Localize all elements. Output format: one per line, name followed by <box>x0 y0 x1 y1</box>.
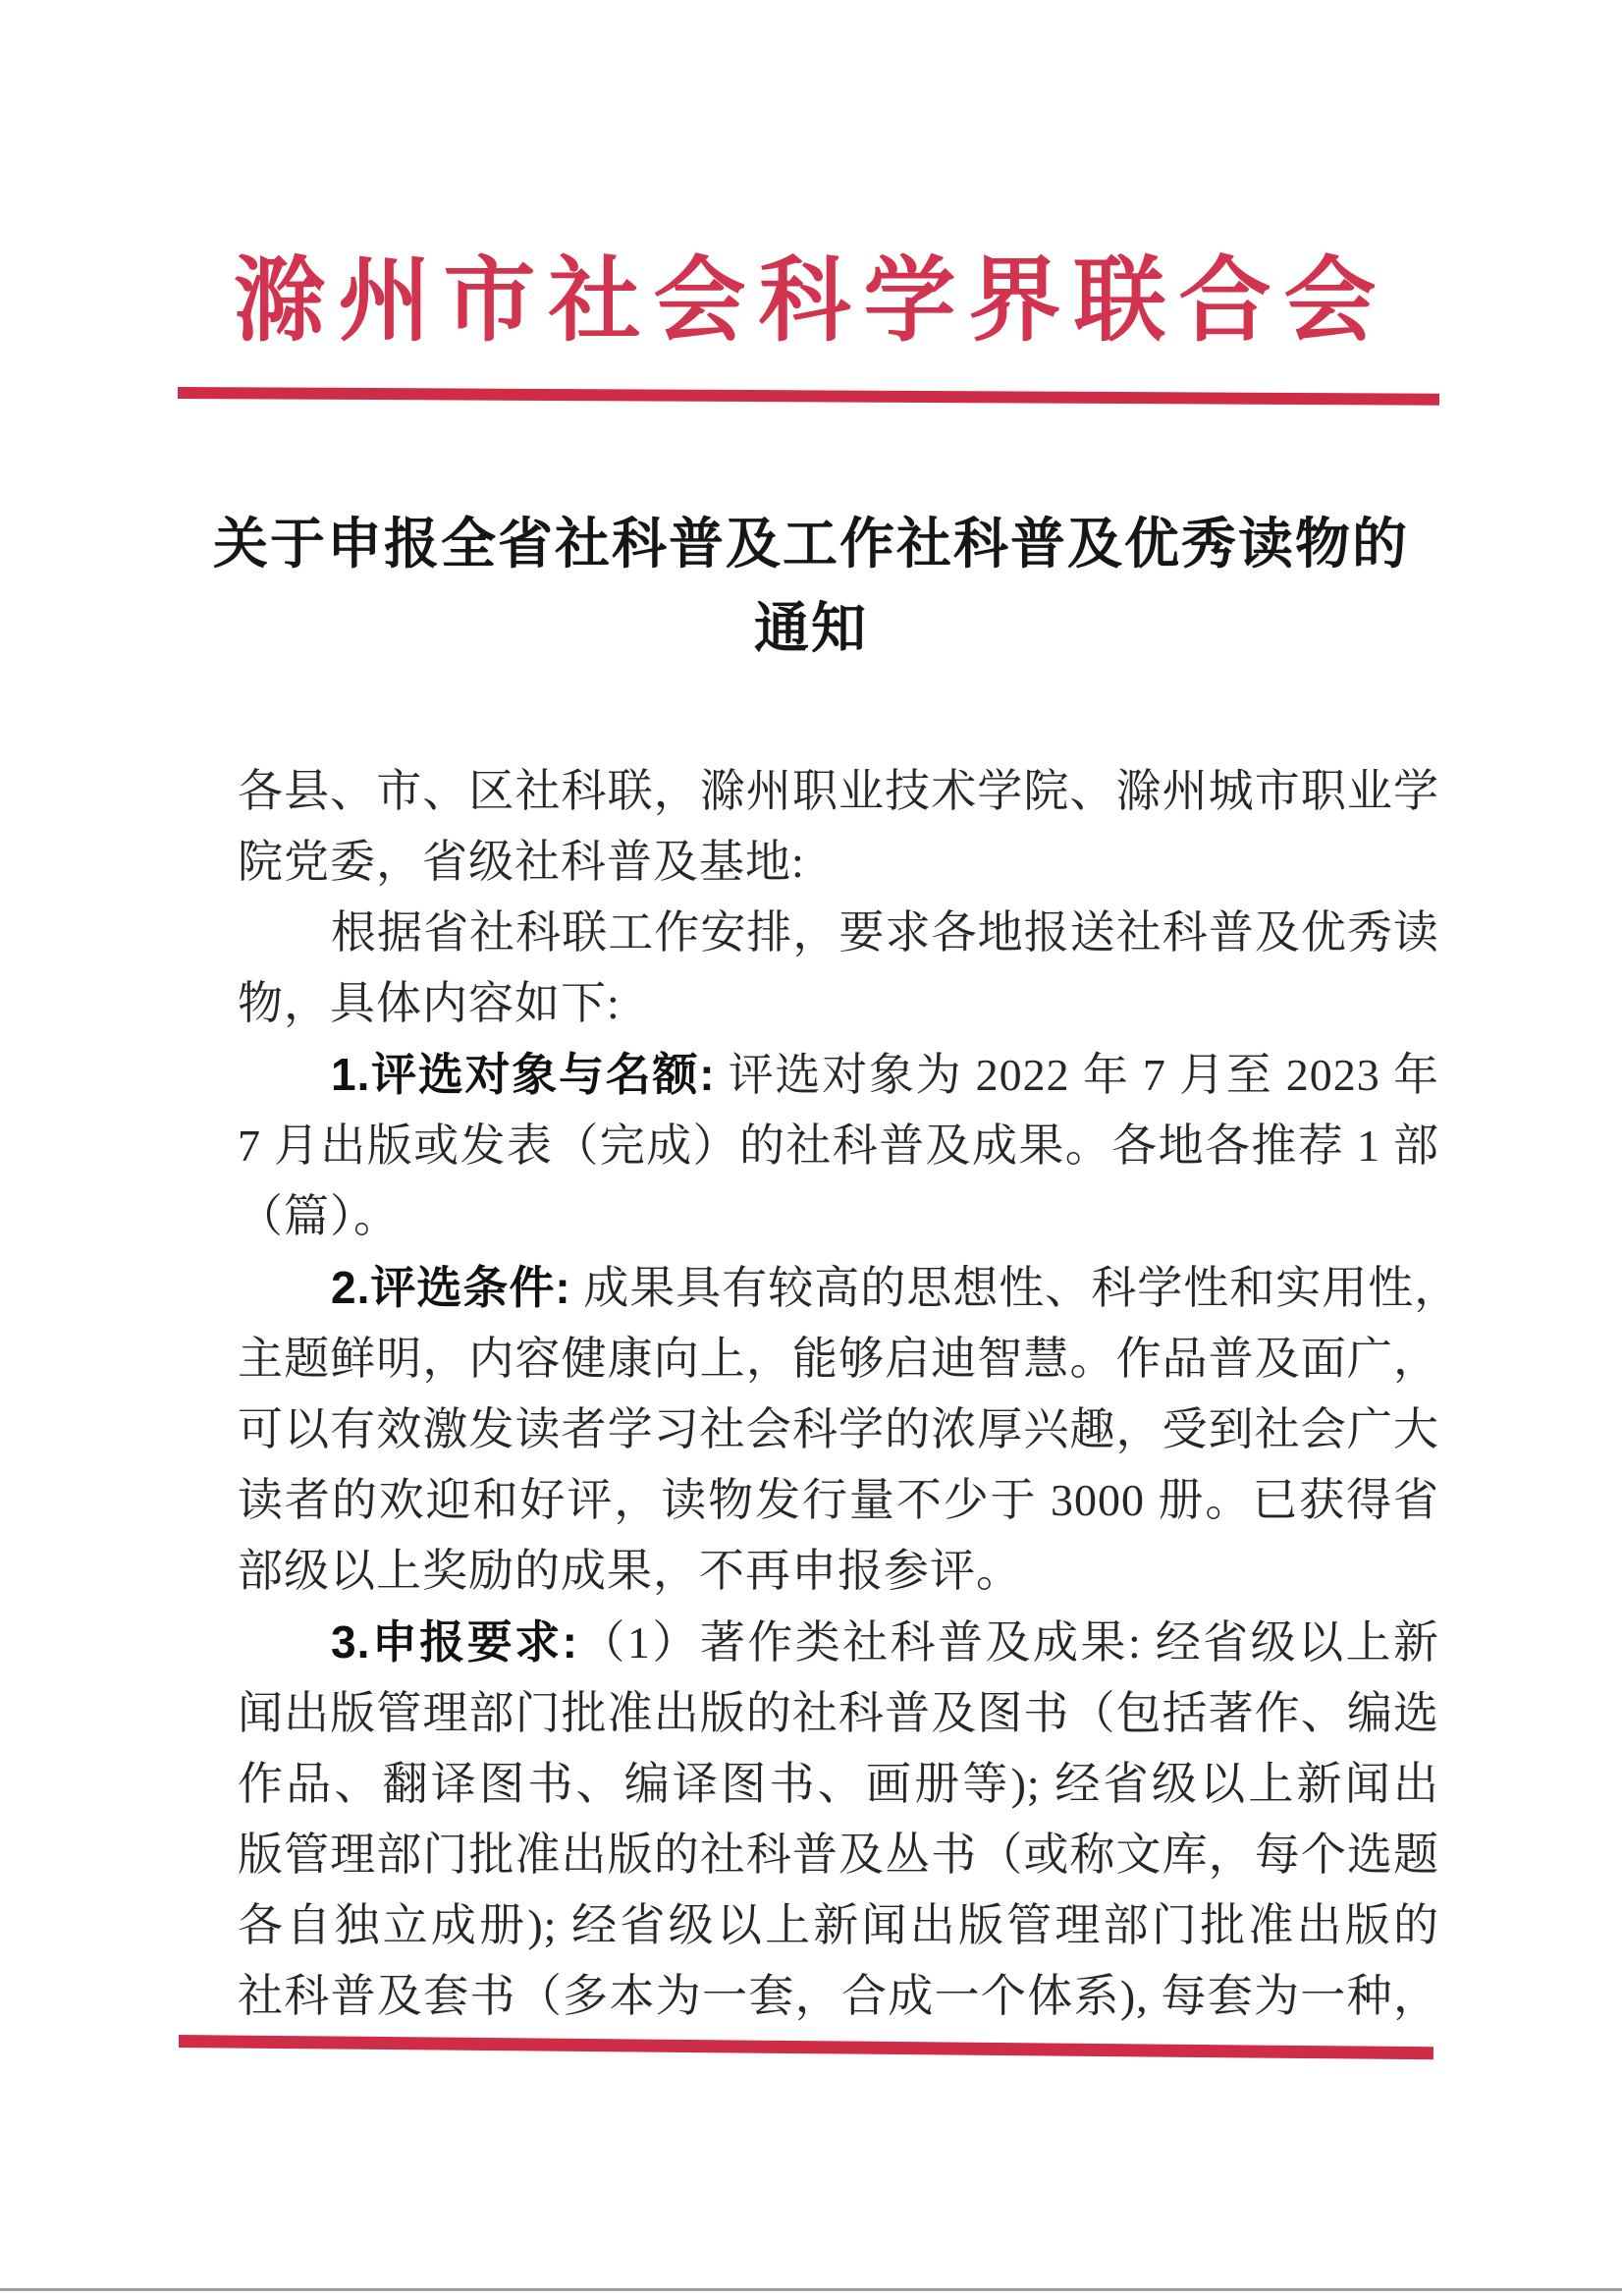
body-line-text: 各县、市、区社科联，滁州职业技术学院、滁州城市职业学 <box>238 766 1439 816</box>
body-line <box>238 1465 1439 1536</box>
body-line-text: 根据省社科联工作安排，要求各地报送社科普及优秀读 <box>331 907 1439 957</box>
section-heading-label: 3.申报要求: <box>331 1616 578 1667</box>
body-line-text: 读者的欢迎和好评，读物发行量不少于 3000 册。已获得省 <box>238 1475 1439 1525</box>
body-line-text: （1）著作类社科普及成果: 经省级以上新 <box>577 1617 1439 1667</box>
letterhead-org-name: 滁州市社会科学界联合会 <box>233 250 1389 353</box>
body-line <box>238 1678 1439 1749</box>
body-line <box>238 1961 1439 2032</box>
body-line <box>238 1607 1439 1678</box>
body-line-text: 主题鲜明，内容健康向上，能够启迪智慧。作品普及面广， <box>238 1334 1439 1384</box>
body-line <box>238 1039 1439 1111</box>
body-line <box>238 1890 1439 1961</box>
body-line-text: 成果具有较高的思想性、科学性和实用性， <box>570 1263 1461 1313</box>
notice-title-line2: 通知 <box>754 599 868 660</box>
body-line-text: 可以有效激发读者学习社会科学的浓厚兴趣，受到社会广大 <box>238 1404 1439 1454</box>
body-line <box>238 756 1439 827</box>
body-line <box>238 1111 1439 1181</box>
body-line <box>238 1820 1439 1890</box>
body-line-text: 评选对象为 2022 年 7 月至 2023 年 <box>715 1050 1439 1100</box>
footer-divider-line <box>179 2035 1433 2059</box>
section-heading-label: 1.评选对象与名额: <box>331 1049 716 1100</box>
body-line-text: 院党委，省级社科普及基地: <box>238 837 805 887</box>
body-line <box>238 1324 1439 1394</box>
body-line-text: 作品、翻译图书、编译图书、画册等); 经省级以上新闻出 <box>238 1759 1439 1809</box>
body-line-text: 闻出版管理部门批准出版的社科普及图书（包括著作、编选 <box>238 1688 1439 1738</box>
body-line <box>238 1536 1439 1607</box>
body-line-text: 社科普及套书（多本为一套，合成一个体系), 每套为一种， <box>238 1971 1439 2021</box>
body-line-text: （篇）。 <box>238 1191 400 1241</box>
notice-title <box>0 503 1622 672</box>
body-line-text: 版管理部门批准出版的社科普及丛书（或称文库，每个选题 <box>238 1830 1439 1880</box>
body-line-text: 物，具体内容如下: <box>238 978 621 1028</box>
body-line <box>238 1252 1461 1324</box>
body-line-text: 7 月出版或发表（完成）的社科普及成果。各地各推荐 1 部 <box>238 1121 1439 1171</box>
body-line-text: 部级以上奖励的成果，不再申报参评。 <box>238 1546 1022 1596</box>
notice-body <box>238 756 1461 2032</box>
body-line <box>238 1749 1439 1820</box>
notice-title-line1: 关于申报全省社科普及工作社科普及优秀读物的 <box>213 515 1409 575</box>
letterhead-divider-line <box>178 387 1439 406</box>
body-line <box>238 827 1439 898</box>
section-heading-label: 2.评选条件: <box>331 1262 571 1313</box>
body-line <box>238 1394 1439 1465</box>
body-line <box>238 968 1439 1039</box>
body-line <box>238 1181 1439 1252</box>
scan-edge-artifact <box>0 2288 1622 2291</box>
body-line-text: 各自独立成册); 经省级以上新闻出版管理部门批准出版的 <box>238 1900 1439 1950</box>
body-line <box>238 898 1439 968</box>
